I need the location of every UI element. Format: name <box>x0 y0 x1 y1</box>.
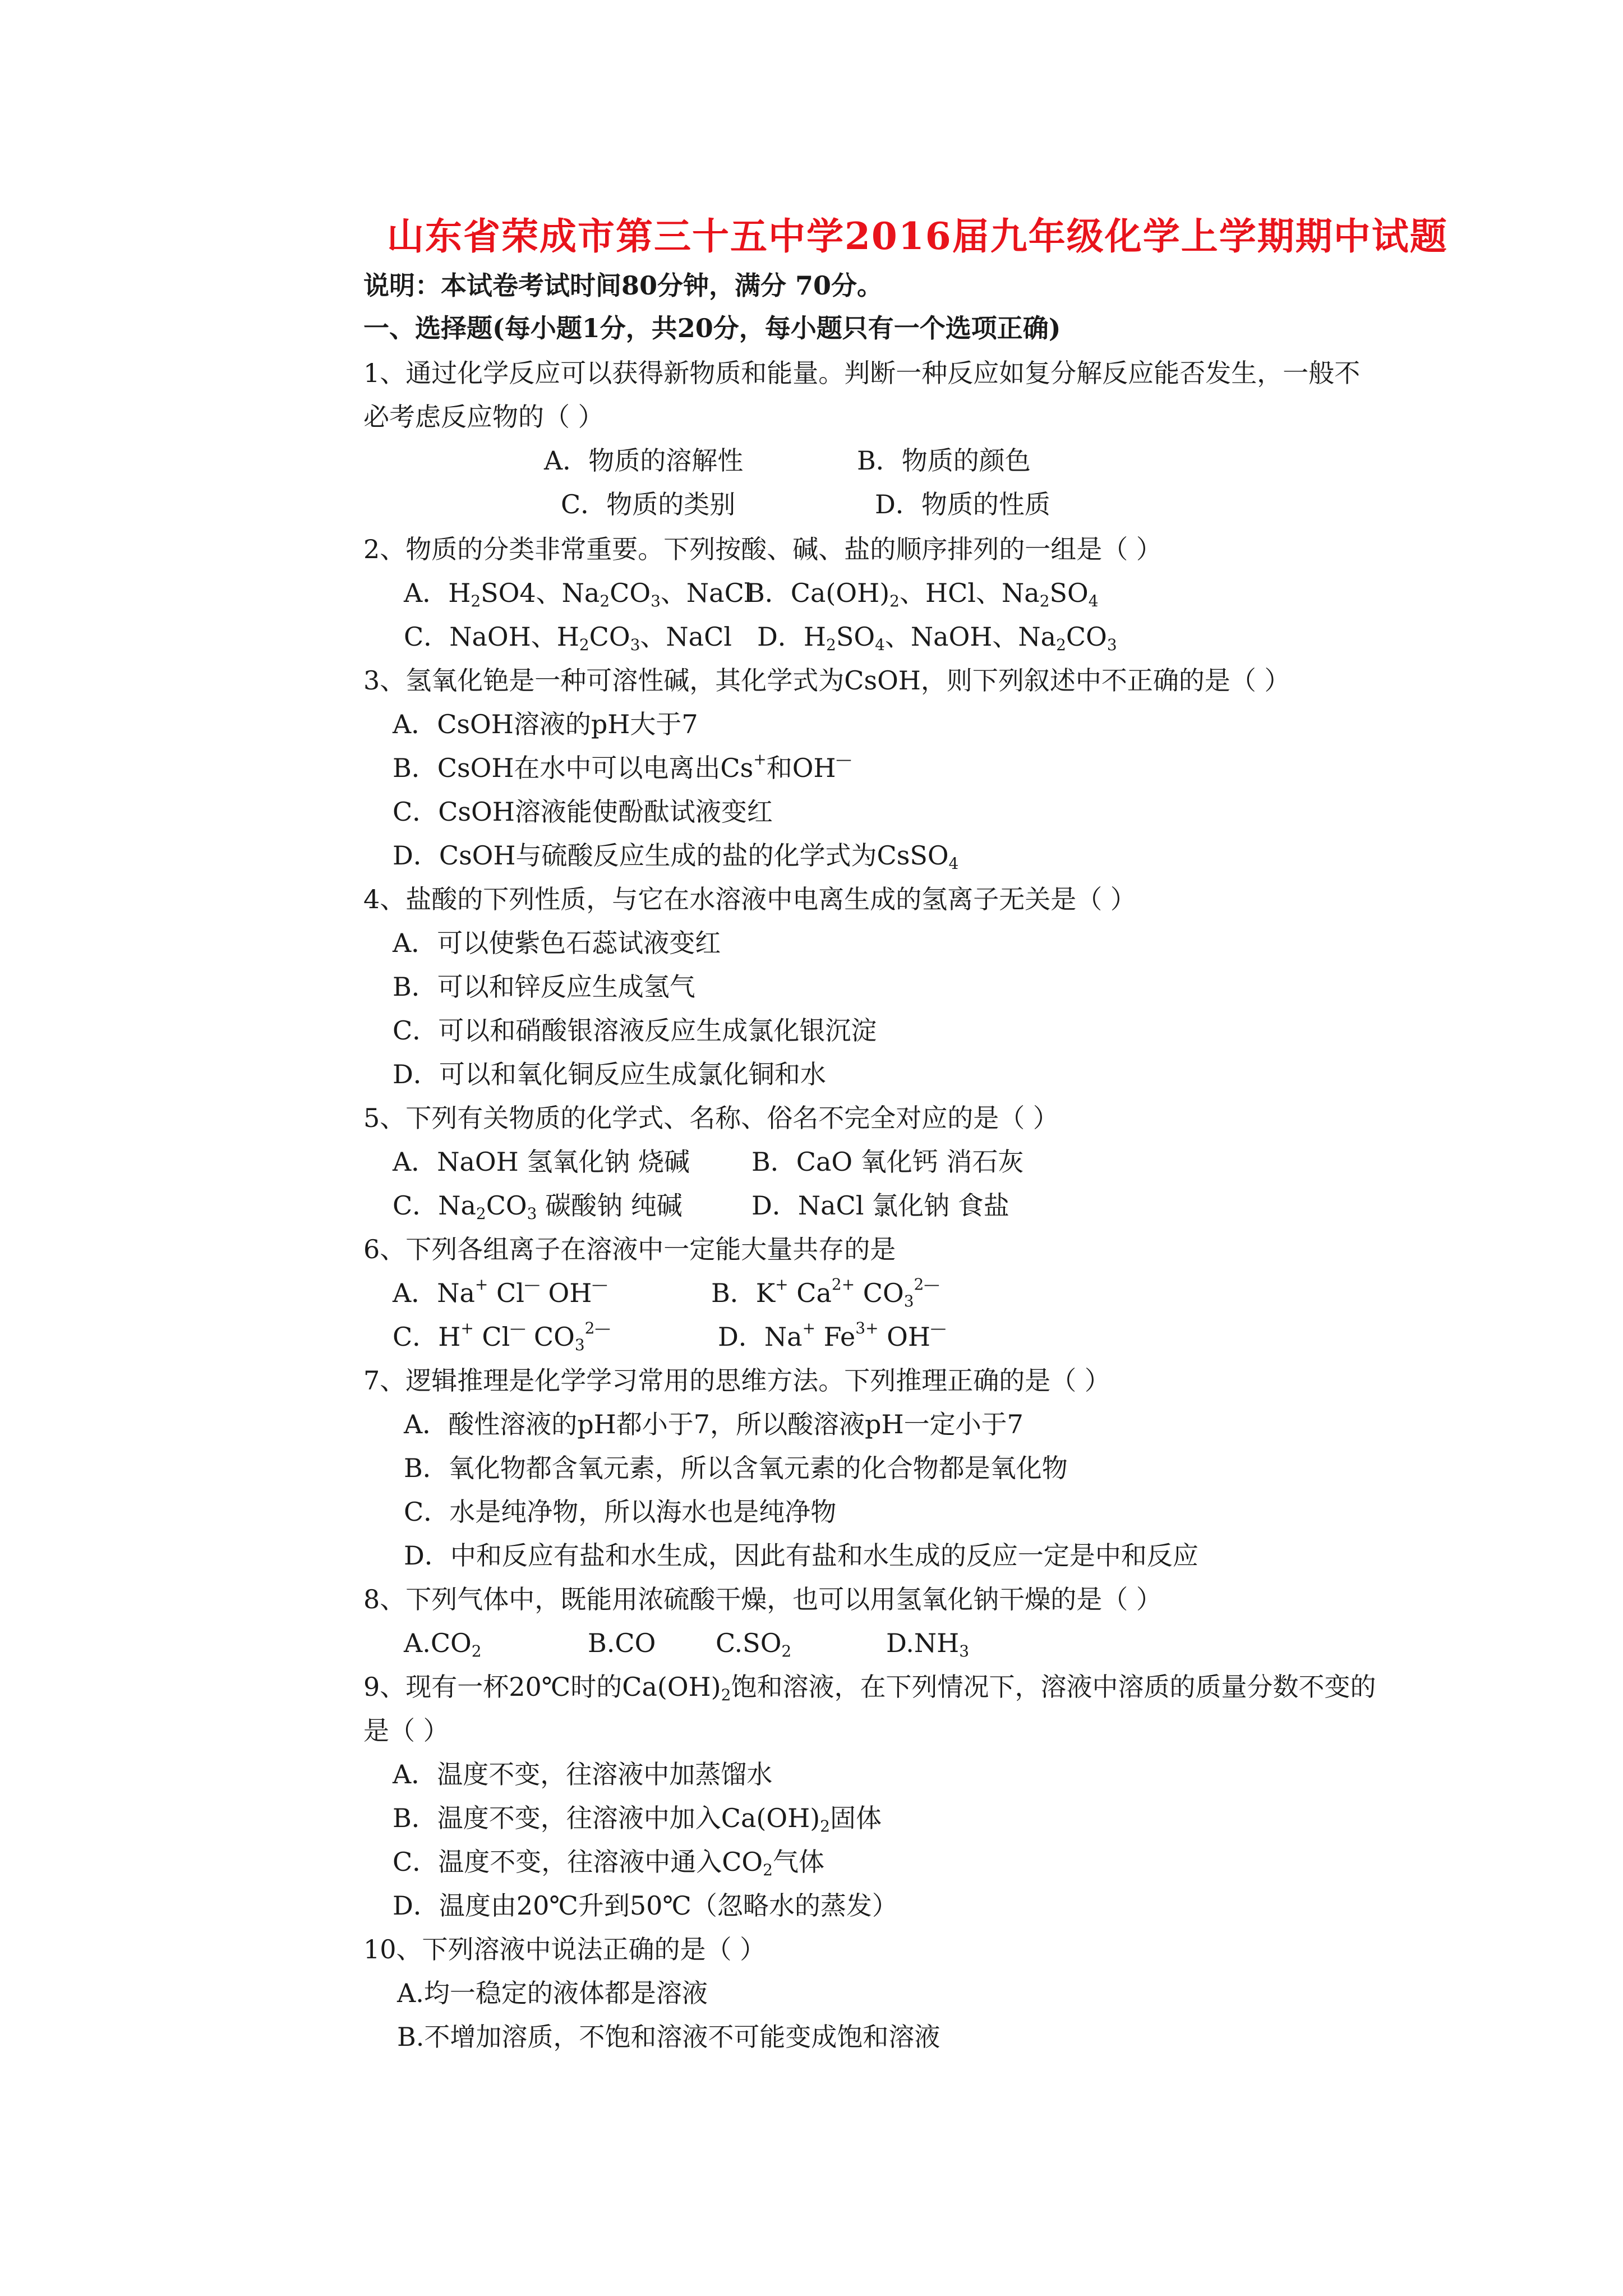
question-7-option-b: B．氧化物都含氧元素，所以含氧元素的化合物都是氧化物 <box>404 1453 1068 1483</box>
question-4-option-a: A．可以使紫色石蕊试液变红 <box>393 928 721 958</box>
question-5-option-d: D．NaCl 氯化钠 食盐 <box>751 1190 1009 1221</box>
question-4-stem: 4、盐酸的下列性质，与它在水溶液中电离生成的氢离子无关是（ ） <box>363 884 1136 914</box>
section-heading: 一、选择题(每小题1分，共20分，每小题只有一个选项正确) <box>363 313 1061 343</box>
question-6-option-b: B．K+ $Ca^{2+}$ $CO_3^{2—}$ <box>711 1275 940 1310</box>
question-6-option-c: C．H+ Cl— $CO_3^{2—}$ <box>393 1319 611 1354</box>
question-7-option-a: A．酸性溶液的pH都小于7，所以酸溶液pH一定小于7 <box>404 1409 1023 1439</box>
question-10-stem: 10、下列溶液中说法正确的是（ ） <box>363 1934 766 1964</box>
question-9-option-d: D．温度由20℃升到50℃（忽略水的蒸发） <box>393 1890 898 1921</box>
question-1-option-d: D．物质的性质 <box>875 489 1050 519</box>
question-8-option-c: $C.SO_2$ <box>716 1628 792 1660</box>
question-4-option-c: C．可以和硝酸银溶液反应生成氯化银沉淀 <box>393 1015 877 1046</box>
question-2-option-d: D．$H_2SO_4$、NaOH、$Na_2CO_3$ <box>757 622 1117 654</box>
question-5-stem: 5、下列有关物质的化学式、名称、俗名不完全对应的是（ ） <box>363 1103 1059 1133</box>
question-3-option-c: C．CsOH溶液能使酚酞试液变红 <box>393 797 773 827</box>
question-9-option-c: C．温度不变，往溶液中通入$CO_2$气体 <box>393 1847 824 1879</box>
question-2-option-a: A．$H_2SO4$、$Na_2CO_3$、NaCl <box>404 578 753 610</box>
question-6-option-a: A．Na+ Cl— OH— <box>393 1275 608 1308</box>
question-2-option-b: B．$Ca(OH)_2$、HCl、$Na_2SO_4$ <box>746 578 1099 610</box>
question-1-option-c: C．物质的类别 <box>561 489 736 519</box>
question-7-option-c: C．水是纯净物，所以海水也是纯净物 <box>404 1497 837 1527</box>
question-7-option-d: D．中和反应有盐和水生成，因此有盐和水生成的反应一定是中和反应 <box>404 1540 1198 1571</box>
question-5-option-a: A．NaOH 氢氧化钠 烧碱 <box>393 1147 690 1177</box>
question-8-option-b: B.CO <box>588 1628 656 1658</box>
question-7-stem: 7、逻辑推理是化学学习常用的思维方法。下列推理正确的是（ ） <box>363 1365 1110 1396</box>
question-4-option-d: D．可以和氧化铜反应生成氯化铜和水 <box>393 1059 826 1089</box>
question-1-option-a: A．物质的溶解性 <box>544 445 744 476</box>
question-1-stem-cont: 必考虑反应物的（ ） <box>363 402 604 432</box>
question-3-option-b: B．CsOH在水中可以电离出Cs+和OH— <box>393 750 852 783</box>
question-3-option-d: D．CsOH与硫酸反应生成的盐的化学式为CsSO$_4$ <box>393 840 959 873</box>
question-2-stem: 2、物质的分类非常重要。下列按酸、碱、盐的顺序排列的一组是（ ） <box>363 534 1162 564</box>
question-1-stem: 1、通过化学反应可以获得新物质和能量。判断一种反应如复分解反应能否发生，一般不 <box>363 358 1361 388</box>
question-3-stem: 3、氢氧化铯是一种可溶性碱，其化学式为CsOH，则下列叙述中不正确的是（ ） <box>363 665 1290 696</box>
question-8-stem: 8、下列气体中，既能用浓硫酸干燥，也可以用氢氧化钠干燥的是（ ） <box>363 1584 1162 1614</box>
exam-note: 说明：本试卷考试时间80分钟，满分 70分。 <box>363 270 883 301</box>
page-title: 山东省荣成市第三十五中学2016届九年级化学上学期期中试题 <box>387 214 1448 258</box>
question-10-option-b: B.不增加溶质，不饱和溶液不可能变成饱和溶液 <box>397 2022 940 2052</box>
question-3-option-a: A．CsOH溶液的pH大于7 <box>393 709 698 739</box>
question-1-option-b: B．物质的颜色 <box>857 445 1031 476</box>
question-8-option-d: $D.NH_3$ <box>886 1628 970 1660</box>
question-9-stem: 9、现有一杯20℃时的$Ca(OH)_2$饱和溶液，在下列情况下，溶液中溶质的质量分数不变的 <box>363 1672 1376 1704</box>
question-6-stem: 6、下列各组离子在溶液中一定能大量共存的是 <box>363 1234 896 1264</box>
question-5-option-c: C．$Na_2CO_3$ 碳酸钠 纯碱 <box>393 1190 683 1223</box>
question-9-stem-cont: 是（ ） <box>363 1715 449 1746</box>
question-6-option-d: D．Na+ $Fe^{3+}$ OH— <box>718 1319 947 1352</box>
question-9-option-b: B．温度不变，往溶液中加入$Ca(OH)_2$固体 <box>393 1803 882 1835</box>
question-4-option-b: B．可以和锌反应生成氢气 <box>393 972 695 1002</box>
question-2-option-c: C．NaOH、$H_2CO_3$、NaCl <box>404 622 732 654</box>
question-8-option-a: $A.CO_2$ <box>404 1628 482 1660</box>
question-9-option-a: A．温度不变，往溶液中加蒸馏水 <box>393 1759 773 1789</box>
question-10-option-a: A.均一稳定的液体都是溶液 <box>397 1978 708 2008</box>
question-5-option-b: B．CaO 氧化钙 消石灰 <box>751 1147 1024 1177</box>
